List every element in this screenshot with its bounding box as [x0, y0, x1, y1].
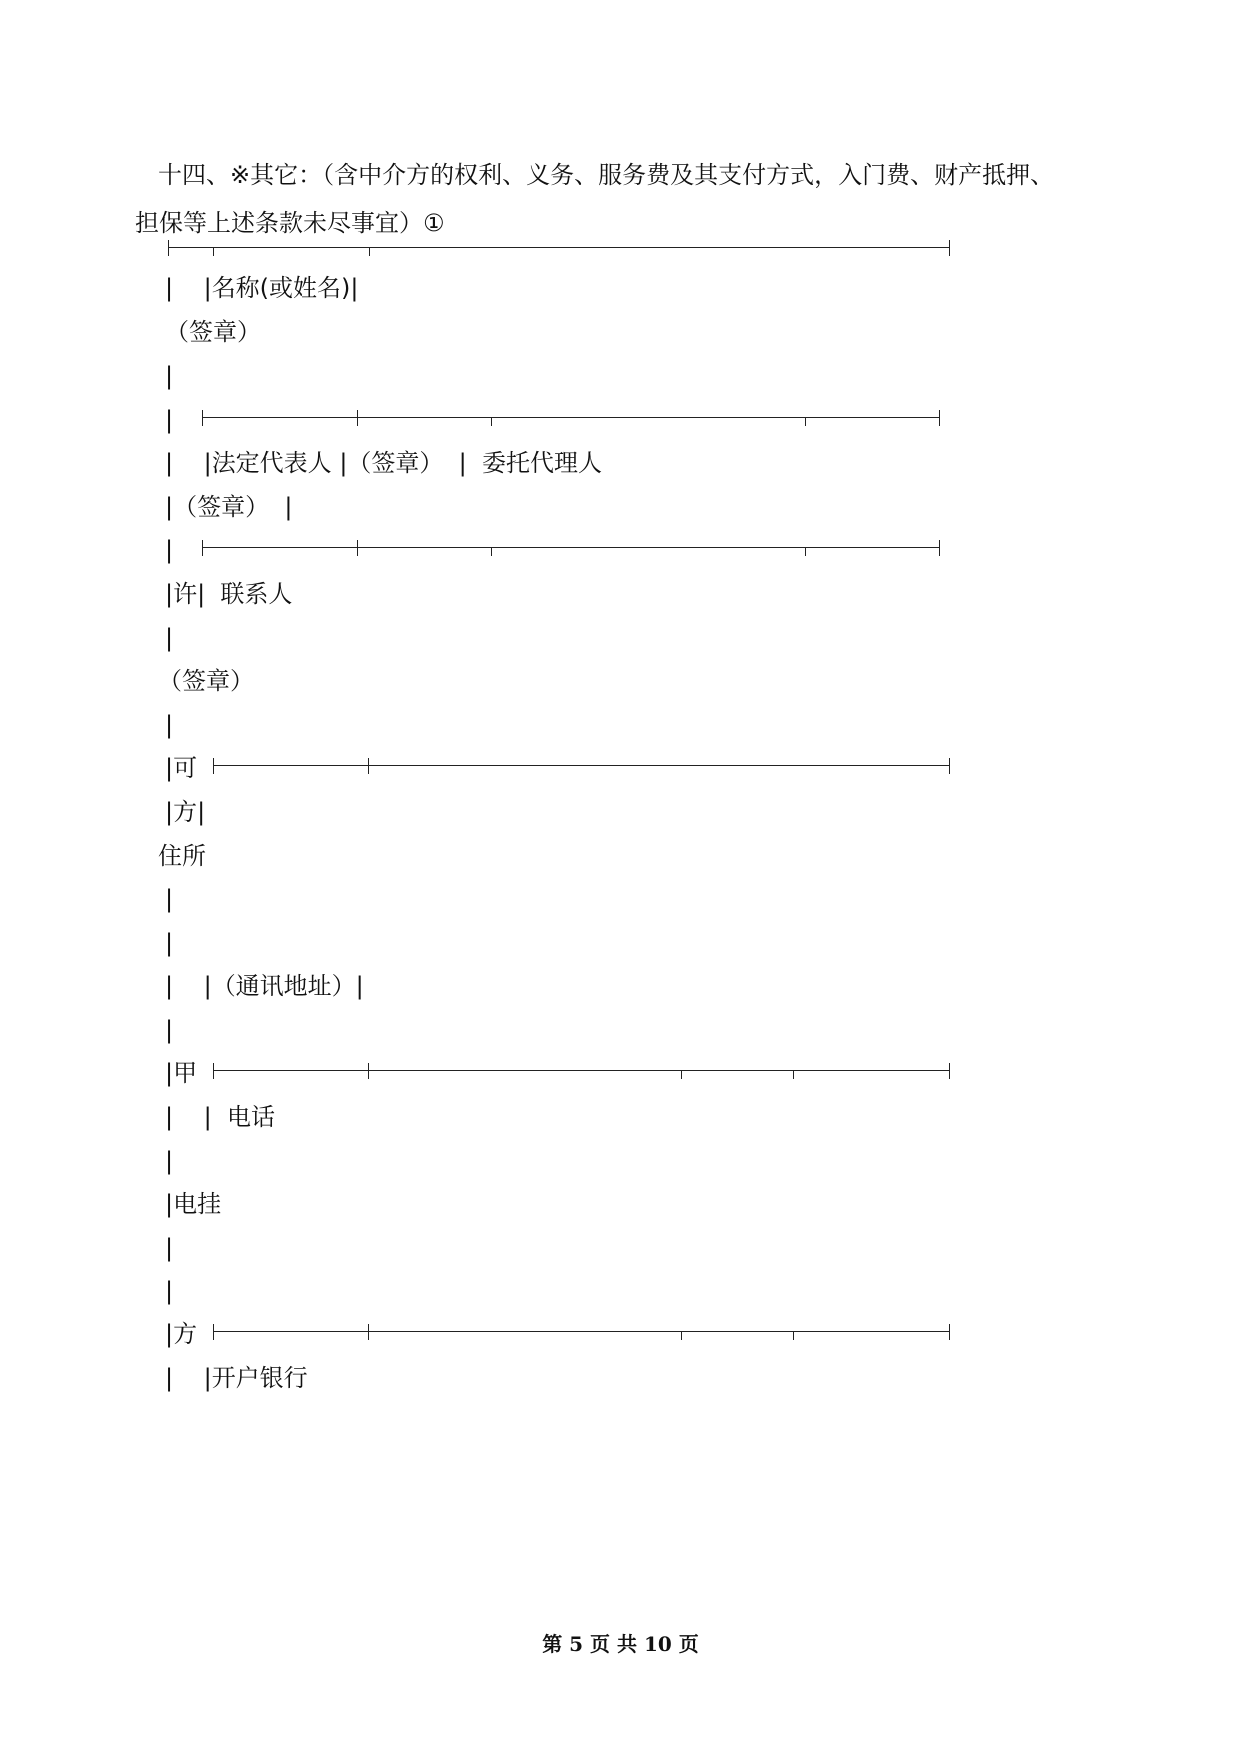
row-cable: |电挂 [165, 1190, 222, 1218]
row-name: | |名称(或姓名)| [165, 274, 359, 302]
row-bar-7: | [165, 1147, 174, 1175]
row-phone: | | 电话 [165, 1103, 275, 1131]
row-bar-rule-3: | [165, 536, 174, 564]
row-licensor-contact: |许| 联系人 [165, 580, 293, 608]
clause-line-1: 十四、※其它：（含中介方的权利、义务、服务费及其支付方式，入门费、财产抵押、 [158, 161, 1055, 189]
row-mail-address: | |（通讯地址）| [165, 972, 364, 1000]
row-bar-9: | [165, 1277, 174, 1305]
table-rule-2 [202, 410, 940, 426]
row-sign-2: |（签章） | [165, 493, 293, 521]
row-legal-rep: | |法定代表人 |（签章） | 委托代理人 [165, 449, 603, 477]
row-bar-rule-2: | [165, 406, 174, 434]
page-footer: 第 5 页 共 10 页 [542, 1632, 699, 1656]
row-fang-1: |方| [165, 798, 206, 826]
row-bar-4: | [165, 885, 174, 913]
table-rule-4 [213, 758, 950, 774]
row-fang-2: |方 [165, 1320, 198, 1348]
row-bar-3: | [165, 711, 174, 739]
table-rule-3 [202, 540, 940, 556]
row-bar-5: | [165, 929, 174, 957]
table-rule-5 [213, 1063, 950, 1079]
table-rule-top [168, 240, 950, 256]
row-address: 住所 [158, 842, 206, 870]
table-rule-6 [213, 1324, 950, 1340]
row-bar-6: | [165, 1016, 174, 1044]
row-bar-8: | [165, 1234, 174, 1262]
row-bar-1: | [165, 362, 174, 390]
row-bar-2: | [165, 624, 174, 652]
row-sign-3: （签章） [158, 667, 254, 695]
clause-line-2: 担保等上述条款未尽事宜）① [135, 209, 445, 237]
row-jia: |甲 [165, 1059, 198, 1087]
row-ke: |可 [165, 754, 198, 782]
row-sign-1: （签章） [165, 318, 261, 346]
row-bank: | |开户银行 [165, 1364, 308, 1392]
